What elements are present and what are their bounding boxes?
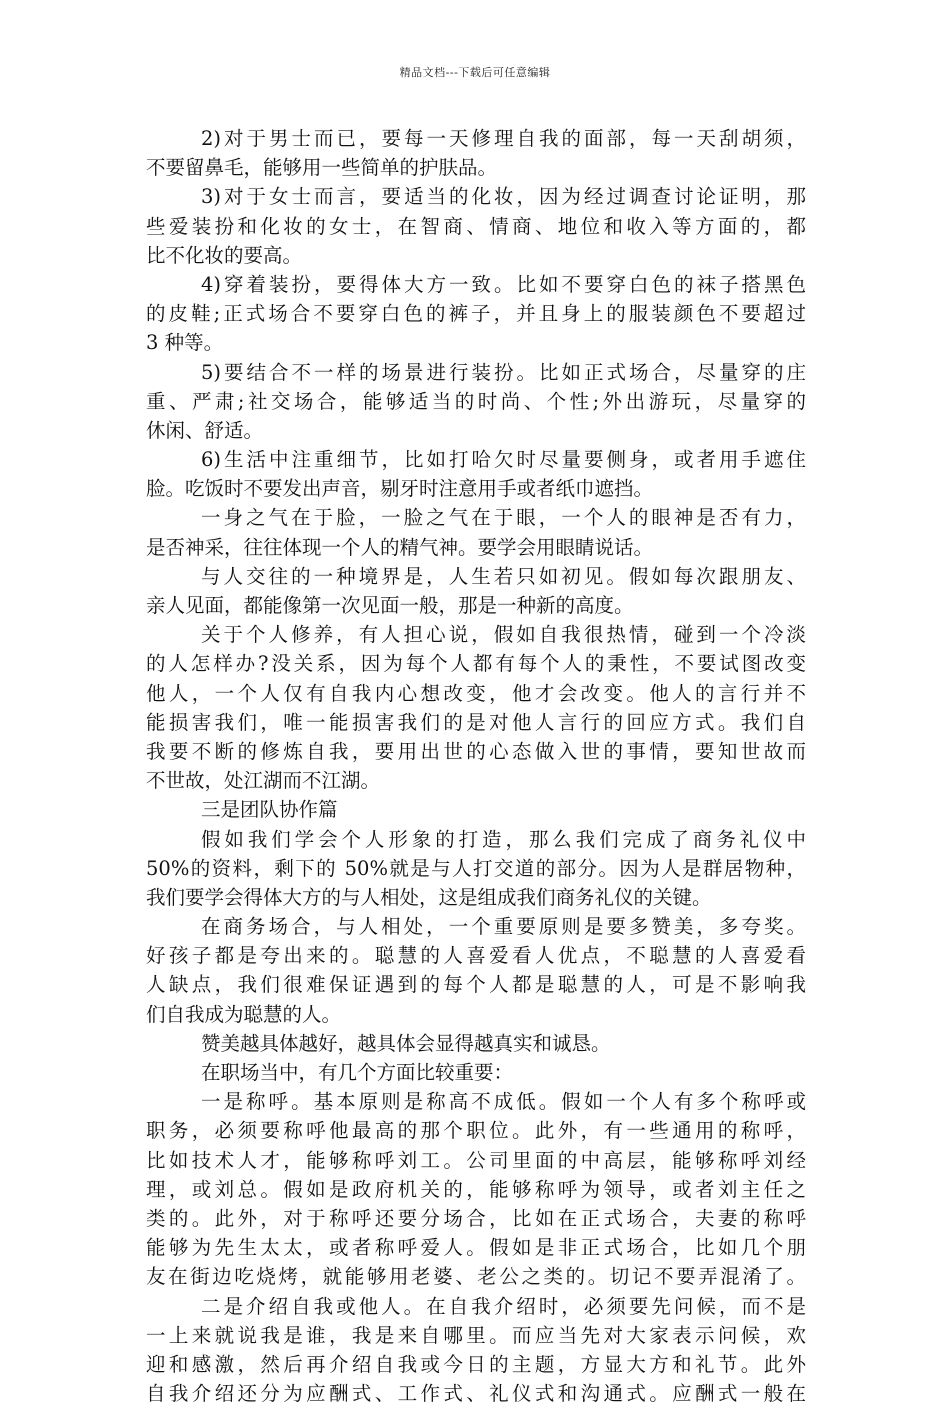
text-line: 能够为先生太太，或者称呼爱人。假如是非正式场合，比如几个朋 — [146, 1236, 806, 1260]
text-line: 一上来就说我是谁，我是来自哪里。而应当先对大家表示问候，欢 — [146, 1323, 806, 1347]
text-line: 人缺点，我们很难保证遇到的每个人都是聪慧的人，可是不影响我 — [146, 973, 806, 997]
text-line: 的人怎样办?没关系，因为每个人都有每个人的秉性，不要试图改变 — [146, 652, 806, 676]
text-line: 在商务场合，与人相处，一个重要原则是要多赞美，多夸奖。 — [201, 915, 806, 939]
text-line: 关于个人修养，有人担心说，假如自我很热情，碰到一个冷淡 — [201, 623, 806, 647]
text-line: 不要留鼻毛，能够用一些简单的护肤品。 — [146, 156, 498, 180]
text-line: 假如我们学会个人形象的打造，那么我们完成了商务礼仪中 — [201, 827, 806, 851]
text-line: 友在街边吃烧烤，就能够用老婆、老公之类的。切记不要弄混淆了。 — [146, 1265, 806, 1289]
text-line: 是否神采，往往体现一个人的精气神。要学会用眼睛说话。 — [146, 535, 654, 559]
text-line: 些爱装扮和化妆的女士，在智商、情商、地位和收入等方面的，都 — [146, 214, 806, 238]
text-line: 我们要学会得体大方的与人相处，这是组成我们商务礼仪的关键。 — [146, 885, 712, 909]
text-line: 亲人见面，都能像第一次见面一般，那是一种新的高度。 — [146, 594, 634, 617]
text-line: 6)生活中注重细节，比如打哈欠时尽量要侧身，或者用手遮住 — [201, 448, 806, 472]
text-line: 不世故，处江湖而不江湖。 — [146, 769, 381, 793]
text-line: 与人交往的一种境界是，人生若只如初见。假如每次跟朋友、 — [201, 564, 806, 588]
text-line: 3)对于女士而言，要适当的化妆，因为经过调查讨论证明，那 — [201, 185, 806, 209]
text-line: 能损害我们，唯一能损害我们的是对他人言行的回应方式。我们自 — [146, 710, 806, 734]
text-line: 的皮鞋;正式场合不要穿白色的裤子，并且身上的服装颜色不要超过 — [146, 302, 806, 326]
text-line: 三是团队协作篇 — [201, 798, 338, 822]
text-line: 在职场当中，有几个方面比较重要： — [201, 1061, 514, 1084]
text-line: 重、严肃;社交场合，能够适当的时尚、个性;外出游玩，尽量穿的 — [146, 389, 806, 413]
text-line: 好孩子都是夸出来的。聪慧的人喜爱看人优点，不聪慧的人喜爱看 — [146, 944, 806, 968]
text-line: 2)对于男士而已，要每一天修理自我的面部，每一天刮胡须， — [201, 127, 806, 150]
text-line: 自我介绍还分为应酬式、工作式、礼仪式和沟通式。应酬式一般在 — [146, 1382, 806, 1406]
text-line: 类的。此外，对于称呼还要分场合，比如在正式场合，夫妻的称呼 — [146, 1206, 806, 1230]
text-line: 二是介绍自我或他人。在自我介绍时，必须要先问候，而不是 — [201, 1294, 806, 1318]
text-line: 50%的资料，剩下的 50%就是与人打交道的部分。因为人是群居物种， — [146, 856, 806, 880]
text-line: 一身之气在于脸，一脸之气在于眼，一个人的眼神是否有力， — [201, 506, 806, 530]
text-line: 比不化妆的要高。 — [146, 243, 303, 267]
text-line: 职务，必须要称呼他最高的那个职位。此外，有一些通用的称呼， — [146, 1119, 806, 1143]
text-line: 们自我成为聪慧的人。 — [146, 1002, 342, 1026]
text-line: 一是称呼。基本原则是称高不成低。假如一个人有多个称呼或 — [201, 1090, 806, 1114]
document-body — [146, 124, 806, 1408]
text-line: 休闲、舒适。 — [146, 418, 264, 442]
text-line: 比如技术人才，能够称呼刘工。公司里面的中高层，能够称呼刘经 — [146, 1148, 806, 1172]
text-line: 我要不断的修炼自我，要用出世的心态做入世的事情，要知世故而 — [146, 739, 806, 763]
text-line: 5)要结合不一样的场景进行装扮。比如正式场合，尽量穿的庄 — [201, 360, 806, 384]
page-header: 精品文档---下载后可任意编辑 — [399, 66, 551, 79]
text-line: 迎和感激，然后再介绍自我或今日的主题，方显大方和礼节。此外 — [146, 1352, 806, 1376]
text-line: 他人，一个人仅有自我内心想改变，他才会改变。他人的言行并不 — [146, 681, 806, 705]
text-line: 3 种等。 — [146, 331, 224, 355]
text-line: 4)穿着装扮，要得体大方一致。比如不要穿白色的袜子搭黑色 — [201, 272, 806, 296]
text-line: 赞美越具体越好，越具体会显得越真实和诚恳。 — [201, 1031, 611, 1055]
text-line: 理，或刘总。假如是政府机关的，能够称呼为领导，或者刘主任之 — [146, 1177, 806, 1201]
text-line: 脸。吃饭时不要发出声音，剔牙时注意用手或者纸巾遮挡。 — [146, 477, 654, 501]
